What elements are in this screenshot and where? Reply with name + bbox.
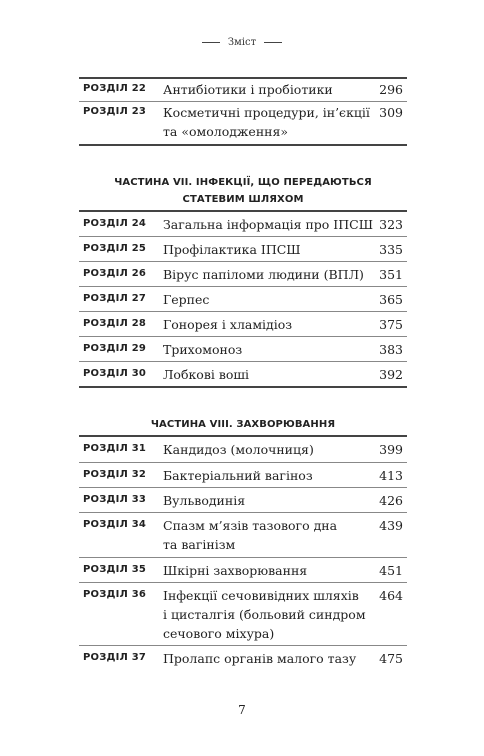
toc-entry[interactable] — [79, 262, 407, 286]
chapter-title: Вульводинія — [163, 493, 246, 508]
toc-section-part-7 — [79, 174, 407, 388]
section-bottom-rule — [79, 386, 407, 388]
toc-entry[interactable] — [79, 513, 407, 557]
page-number: 383 — [379, 342, 403, 357]
page-folio: 7 — [238, 703, 246, 717]
chapter-label: РОЗДІЛ 30 — [83, 368, 147, 379]
chapter-title: Герпес — [163, 292, 210, 307]
toc-entry[interactable] — [79, 79, 407, 101]
chapter-label: РОЗДІЛ 24 — [83, 218, 147, 229]
toc-entry[interactable] — [79, 102, 407, 144]
page-number: 426 — [379, 493, 403, 508]
chapter-title: Лобкові воші — [163, 367, 250, 382]
toc-entry[interactable] — [79, 237, 407, 261]
toc-entry[interactable] — [79, 558, 407, 582]
page-number: 475 — [379, 651, 403, 666]
toc-entry[interactable] — [79, 362, 407, 386]
toc-entry[interactable] — [79, 287, 407, 311]
chapter-label: РОЗДІЛ 26 — [83, 268, 147, 279]
part-title: ЧАСТИНА VII. ІНФЕКЦІЇ, ЩО ПЕРЕДАЮТЬСЯ СТАТЕВИМ ШЛЯХОМ — [114, 177, 372, 205]
chapter-title: Шкірні захворювання — [163, 563, 308, 578]
page-number: 392 — [379, 367, 403, 382]
section-bottom-rule — [79, 144, 407, 146]
chapter-title: Вірус папіломи людини (ВПЛ) — [163, 267, 364, 282]
chapter-label: РОЗДІЛ 25 — [83, 243, 147, 254]
page-number: 375 — [379, 317, 403, 332]
page-number: 439 — [379, 518, 403, 533]
page-number: 413 — [379, 468, 403, 483]
chapter-label: РОЗДІЛ 37 — [83, 652, 147, 663]
page-number: 399 — [379, 442, 403, 457]
chapter-label: РОЗДІЛ 27 — [83, 293, 147, 304]
page-number: 309 — [379, 105, 403, 120]
chapter-label: РОЗДІЛ 32 — [83, 469, 147, 480]
toc-entry[interactable] — [79, 488, 407, 512]
toc-entry[interactable] — [79, 583, 407, 645]
page-number: 296 — [379, 82, 403, 97]
chapter-label: РОЗДІЛ 23 — [83, 106, 147, 117]
toc-entry[interactable] — [79, 463, 407, 487]
chapter-label: РОЗДІЛ 34 — [83, 519, 147, 530]
chapter-title: Бактеріальний вагіноз — [163, 468, 313, 483]
page-number: 451 — [379, 563, 403, 578]
chapter-label: РОЗДІЛ 31 — [83, 443, 147, 454]
toc-section-continued — [79, 77, 407, 146]
header-rule-right — [264, 42, 282, 43]
toc-section-part-8 — [79, 416, 407, 671]
chapter-title: Пролапс органів малого тазу — [163, 651, 357, 666]
chapter-title: Гонорея і хламідіоз — [163, 317, 293, 332]
chapter-title: Загальна інформація про ІПСШ — [163, 217, 373, 232]
chapter-label: РОЗДІЛ 33 — [83, 494, 147, 505]
chapter-label: РОЗДІЛ 36 — [83, 589, 147, 600]
chapter-title: Антибіотики і пробіотики — [163, 82, 333, 97]
toc-entry[interactable] — [79, 646, 407, 671]
page-number: 351 — [379, 267, 403, 282]
toc-entry[interactable] — [79, 312, 407, 336]
toc-entry[interactable] — [79, 337, 407, 361]
chapter-title: Профілактика ІПСШ — [163, 242, 301, 257]
chapter-title: Спазм м’язів тазового дна та вагінізм — [163, 518, 338, 552]
toc-entry[interactable] — [79, 437, 407, 462]
chapter-title: Кандидоз (молочниця) — [163, 442, 314, 457]
chapter-label: РОЗДІЛ 28 — [83, 318, 147, 329]
chapter-label: РОЗДІЛ 22 — [83, 83, 147, 94]
chapter-label: РОЗДІЛ 29 — [83, 343, 147, 354]
running-header — [0, 37, 484, 48]
page-number: 323 — [379, 217, 403, 232]
page-number: 335 — [379, 242, 403, 257]
running-header-text: Зміст — [227, 37, 257, 48]
part-title: ЧАСТИНА VIII. ЗАХВОРЮВАННЯ — [150, 419, 336, 430]
page-number: 365 — [379, 292, 403, 307]
header-rule-left — [202, 42, 220, 43]
chapter-title: Трихомоноз — [163, 342, 243, 357]
chapter-label: РОЗДІЛ 35 — [83, 564, 147, 575]
toc-entry[interactable] — [79, 212, 407, 236]
chapter-title: Косметичні процедури, ін’єкції та «омолодження» — [163, 105, 370, 139]
chapter-title: Інфекції сечовивідних шляхів і цисталгія (больовий синдром сечового міхура) — [163, 588, 366, 641]
page-number: 464 — [379, 588, 403, 603]
